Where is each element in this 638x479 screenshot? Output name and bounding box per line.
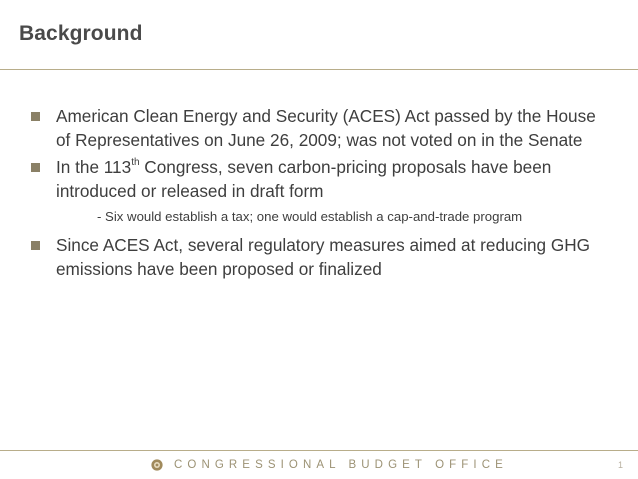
bullet-text-end: Congress, seven carbon-pricing proposals have been introduced or released in draft form	[56, 157, 552, 201]
bullet-text-start: In the 113	[56, 157, 132, 177]
bullet-text: American Clean Energy and Security (ACES) Act passed by the House of Representatives on June 26, 2009; was not voted on in the Senate	[56, 106, 596, 150]
page-number: 1	[617, 460, 623, 470]
cbo-emblem-icon	[151, 459, 163, 471]
bullet-item-113th-congress	[31, 155, 611, 203]
square-bullet-icon	[31, 163, 40, 172]
footer-divider	[0, 450, 638, 451]
bullet-item-regulatory-measures	[31, 233, 611, 281]
sub-bullet-item: - Six would establish a tax; one would establish a cap-and-trade program	[97, 209, 523, 224]
footer	[0, 456, 638, 476]
square-bullet-icon	[31, 112, 40, 121]
bullet-list	[31, 104, 611, 284]
bullet-text: Since ACES Act, several regulatory measures aimed at reducing GHG emissions have been proposed or finalized	[56, 235, 591, 279]
slide-title: Background	[19, 22, 143, 45]
organization-name: CONGRESSIONAL BUDGET OFFICE	[174, 459, 508, 471]
title-divider	[0, 69, 638, 70]
bullet-item-aces-act	[31, 104, 611, 152]
ordinal-superscript: th	[131, 157, 140, 169]
square-bullet-icon	[31, 241, 40, 250]
